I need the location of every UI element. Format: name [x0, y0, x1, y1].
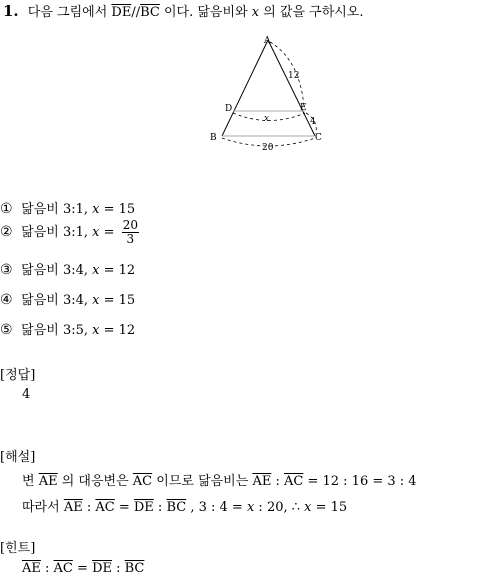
- question-number: 1.: [3, 2, 19, 20]
- label-de: x: [264, 114, 270, 124]
- explanation-heading: [해설]: [0, 450, 36, 465]
- segment-de: $\overline{DE}$: [111, 5, 132, 20]
- choice-2[interactable]: ② 닮음비 3:1, x = $\frac{20}{3}$: [0, 218, 138, 246]
- question-line: [3, 1, 364, 20]
- explanation-line-2: 따라서 $\overline{AE}$ : $\overline{AC} = \overline{DE}$ : $\overline{BC}$ , 3 : 4 = x : 20, ∴ x = 15: [22, 500, 348, 515]
- hint-heading: [힌트]: [0, 541, 36, 556]
- vertex-e: E: [300, 103, 307, 113]
- answer-value: 4: [22, 387, 31, 402]
- choice-3[interactable]: ③ 닮음비 3:4, x = 12: [0, 262, 136, 278]
- side-ac: [268, 40, 315, 136]
- choice-1[interactable]: ① 닮음비 3:1, x = 15: [0, 201, 136, 217]
- label-bc: 20: [262, 143, 274, 153]
- vertex-d: D: [225, 104, 233, 114]
- hint-line: $\overline{AE}$ : $\overline{AC} = \overline{DE}$ : $\overline{BC}$: [22, 561, 145, 576]
- side-ab: [222, 40, 268, 136]
- vertex-b: B: [210, 133, 217, 143]
- choice-4[interactable]: ④ 닮음비 3:4, x = 15: [0, 292, 136, 308]
- explanation-line-1: 변 $\overline{AE}$ 의 대응변은 $\overline{AC}$ 이므로 닮음비는 $\overline{AE}$ : $\overline{AC} = 12$ : 16 = 3 : 4: [22, 474, 417, 489]
- vertex-a: A: [264, 36, 271, 46]
- fraction-20-3: $\frac{20}{3}$: [122, 218, 138, 246]
- triangle-figure: [200, 30, 340, 155]
- answer-heading: [정답]: [0, 368, 36, 383]
- segment-bc: $\overline{BC}$: [140, 5, 160, 20]
- label-ae: 12: [288, 71, 300, 81]
- question-text: 다음 그림에서 $\overline{DE}//\overline{BC}$ 이다. 닮음비와 x 의 값을 구하시오.: [27, 5, 364, 20]
- vertex-c: C: [315, 133, 322, 143]
- choice-5[interactable]: ⑤ 닮음비 3:5, x = 12: [0, 322, 136, 338]
- label-ec: 4: [310, 117, 316, 127]
